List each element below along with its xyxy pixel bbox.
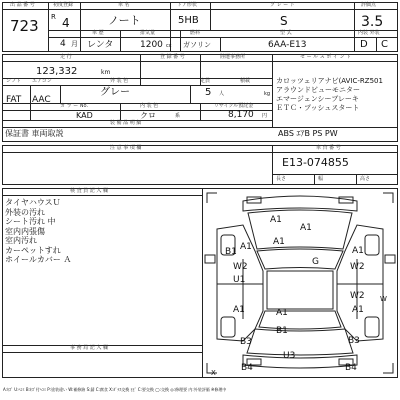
reg-number-label: 登 録 番 号 [160, 54, 185, 60]
damage-b3-left: B3 [240, 337, 252, 347]
cc-unit: cc [166, 43, 172, 49]
month-unit: 月 [71, 40, 78, 48]
interior-label: 内 装 色 [140, 103, 159, 109]
inspector-label: 検 査 員 記 入 欄 [70, 188, 108, 194]
registration-month: 4 [60, 39, 66, 49]
car-name-label: 車 名 [118, 2, 130, 8]
ac: AAC [32, 95, 51, 105]
damage-a1-right-front: A1 [352, 246, 364, 256]
capacity: 5 [205, 87, 212, 98]
color-no-label: カ ラ ー No. [60, 103, 89, 109]
damage-w-marker: W [380, 295, 387, 303]
legend: A:ｷｽﾞ U:ﾍｺﾐ B:ｷｽﾞ付ﾍｺﾐ P:塗装違い W:補修跡 S:錆 C:腐食 X:ｶﾞﾗｽ交換 ﾋﾋﾞ C:要交換 ◯:交換 ◎:修理要 内:外装評価 ※修理中 [3, 387, 227, 392]
equipment: 保証書 車両取説 [5, 129, 64, 138]
load-label: 積載 [240, 78, 251, 84]
recycle-fee: 8,170 [228, 110, 254, 120]
int-ext-label: 内装 外装 [358, 30, 380, 36]
interior-grade: D [360, 39, 368, 50]
shift-label: シフト [6, 78, 22, 84]
color-label: 外 装 色 [110, 78, 129, 84]
grade: S [280, 14, 288, 28]
door-label: ドア形状 [177, 2, 197, 8]
damage-x-marker: X [211, 369, 216, 377]
usage: レンタ [87, 40, 114, 50]
transport-office-label: 陸運事務所 [220, 54, 246, 60]
history-label: 車 歴 [92, 30, 104, 36]
score-label: 評価点 [361, 2, 377, 8]
exterior-color: グレー [100, 87, 130, 98]
interior-color: クロ [140, 111, 156, 120]
mileage-unit: km [101, 69, 111, 76]
mileage: 123,332 [36, 66, 78, 77]
damage-a1-hood-right: A1 [300, 223, 312, 233]
damage-w2-left: W2 [233, 262, 248, 272]
damage-b4-right: B4 [345, 363, 357, 373]
door-type: 5HB [178, 15, 199, 26]
damage-a1-hood-left: A1 [270, 215, 282, 225]
inspector-note: シート汚れ 中 [5, 217, 56, 226]
damage-g-roof: G [312, 257, 319, 267]
displacement: 1200 [140, 40, 163, 50]
equipment-label: 装 備 品 明 細 [110, 120, 142, 126]
inspector-note: 室内内張傷 [5, 226, 45, 236]
shift: FAT [6, 95, 22, 105]
capacity-unit: 人 [219, 91, 225, 97]
damage-a1-windshield: A1 [273, 237, 285, 247]
damage-a1-rear-window: A1 [276, 308, 288, 318]
fuel: ガソリン [183, 41, 211, 49]
sales-point-item: ＥＴＣ・プッシュスタート [276, 104, 360, 112]
inspector-note: ホイールカバー Ａ [5, 255, 72, 264]
inspector-note: 室内汚れ [5, 236, 37, 245]
lot-label: 出 品 番 号 [10, 2, 35, 8]
sales-point-label: セ ー ル ス ポ イ ン ト [300, 54, 352, 60]
damage-a1-right-rear: A1 [352, 305, 364, 315]
sales-points [276, 77, 383, 113]
model-label: 型 式 [280, 30, 292, 36]
damage-a1-left-front: A1 [240, 242, 252, 252]
year-label: 初度登録 [53, 2, 74, 8]
damage-u1-left: U1 [233, 275, 246, 285]
ac-label: エアコン [32, 78, 52, 84]
registration-year: 4 [62, 16, 70, 30]
damage-b1-left-front: B1 [225, 247, 237, 257]
load-unit: kg [264, 91, 271, 97]
car-name: ノート [108, 14, 141, 27]
model-code: 6AA-E13 [268, 40, 307, 50]
damage-w2-right-rear: W2 [350, 291, 365, 301]
damage-a1-left-rear: A1 [233, 305, 245, 315]
width-label: 幅 [318, 176, 324, 182]
height-label: 高さ [360, 176, 371, 182]
inspector-notes [5, 198, 71, 265]
grade-label: グ レ ー ド [270, 2, 295, 8]
damage-b4-left: B4 [241, 363, 253, 373]
chassis-label: 車 台 番 号 [316, 145, 341, 151]
fuel-label: 燃料 [190, 30, 201, 36]
recycle-unit: 円 [262, 113, 268, 119]
length-label: 長さ [276, 176, 287, 182]
options: ABS ｴｱB PS PW [278, 129, 338, 138]
inspector-note: タイヤハウスＵ [5, 198, 61, 207]
damage-b1-rear: B1 [276, 326, 288, 336]
mileage-label: 走 行 [60, 54, 72, 60]
sales-point-item: カロッツェリアナビ(AVIC-RZ501 [276, 77, 383, 85]
cc-label: 排気量 [140, 30, 156, 36]
damage-b3-right: B3 [348, 336, 360, 346]
sales-point-item: アラウンドビューモニター [276, 86, 360, 94]
sales-point-item: エマージェンシーブレーキ [276, 95, 359, 103]
interior-unit: 系 [175, 113, 181, 119]
exterior-grade: C [381, 39, 388, 50]
dealer-label: 事 務 局 記 入 欄 [70, 345, 108, 351]
score: 3.5 [361, 14, 384, 30]
capacity-label: 定員 [200, 78, 211, 84]
damage-u3-rear-bumper: U3 [283, 351, 296, 361]
chassis-number: E13-074855 [282, 156, 349, 169]
inspector-note: カーペットすれ [5, 245, 61, 255]
notes-label: 注 意 事 項 欄 [110, 145, 142, 151]
inspector-note: 外装の汚れ [5, 207, 45, 217]
damage-w2-right: W2 [350, 262, 365, 272]
lot-number: 723 [10, 17, 39, 35]
color-number: KAD [76, 111, 93, 120]
r-mark: R [51, 13, 56, 21]
recycle-label: リサイクル預託金 [214, 103, 254, 109]
